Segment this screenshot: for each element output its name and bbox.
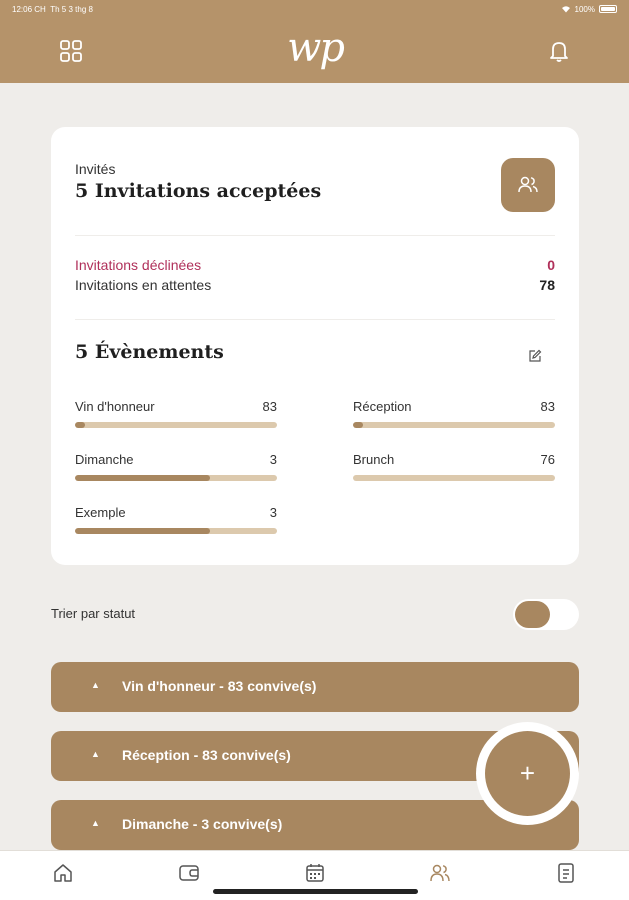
caret-up-icon: ▲ bbox=[91, 680, 100, 690]
sort-label: Trier par statut bbox=[51, 606, 136, 621]
guests-icon[interactable] bbox=[429, 862, 451, 884]
event-progress-track bbox=[353, 475, 555, 481]
pending-label: Invitations en attentes bbox=[75, 277, 212, 293]
app-logo: wp bbox=[287, 25, 343, 71]
add-fab-ring bbox=[476, 722, 579, 825]
event-item[interactable] bbox=[353, 399, 555, 429]
event-name: Dimanche bbox=[75, 452, 134, 467]
event-item[interactable] bbox=[353, 452, 555, 482]
event-name: Exemple bbox=[75, 505, 126, 520]
plus-icon: + bbox=[519, 758, 536, 788]
event-name: Réception bbox=[353, 399, 412, 414]
group-title: Vin d'honneur - 83 convive(s) bbox=[122, 678, 317, 694]
pending-value: 78 bbox=[539, 277, 555, 293]
wallet-icon[interactable] bbox=[178, 862, 200, 884]
battery-icon bbox=[599, 5, 617, 13]
list-icon[interactable] bbox=[555, 862, 577, 884]
sort-toggle[interactable] bbox=[513, 599, 579, 630]
event-name: Brunch bbox=[353, 452, 395, 467]
accepted-invitations: 5 Invitations acceptées bbox=[75, 180, 322, 202]
event-name: Vin d'honneur bbox=[75, 399, 155, 414]
event-progress-fill bbox=[353, 422, 363, 428]
event-progress-fill bbox=[75, 422, 85, 428]
event-count: 83 bbox=[262, 399, 277, 414]
event-progress-fill bbox=[75, 528, 210, 534]
event-count: 3 bbox=[269, 452, 277, 467]
event-progress-track bbox=[75, 422, 277, 428]
event-progress-fill bbox=[75, 475, 210, 481]
status-bar bbox=[0, 0, 629, 18]
event-progress-track bbox=[75, 528, 277, 534]
divider bbox=[75, 235, 555, 236]
group-title: Réception - 83 convive(s) bbox=[122, 747, 291, 763]
event-count: 83 bbox=[540, 399, 555, 414]
event-count: 76 bbox=[540, 452, 555, 467]
guests-button[interactable] bbox=[501, 158, 555, 212]
calendar-icon[interactable] bbox=[304, 862, 326, 884]
status-time: 12:06 CH Th 5 3 thg 8 bbox=[12, 4, 93, 14]
event-item[interactable] bbox=[75, 452, 277, 482]
event-item[interactable] bbox=[75, 399, 277, 429]
event-progress-track bbox=[353, 422, 555, 428]
home-indicator bbox=[213, 889, 418, 894]
event-progress-track bbox=[75, 475, 277, 481]
divider bbox=[75, 319, 555, 320]
bell-icon[interactable] bbox=[546, 38, 572, 64]
caret-up-icon: ▲ bbox=[91, 749, 100, 759]
group-title: Dimanche - 3 convive(s) bbox=[122, 816, 283, 832]
caret-up-icon: ▲ bbox=[91, 818, 100, 828]
guests-icon bbox=[516, 173, 540, 197]
battery-percent: 100% bbox=[574, 4, 595, 14]
summary-card bbox=[51, 127, 579, 565]
event-item[interactable] bbox=[75, 505, 277, 535]
wifi-icon bbox=[561, 5, 571, 13]
grid-menu-icon[interactable] bbox=[58, 38, 84, 64]
edit-icon[interactable] bbox=[528, 349, 542, 363]
events-title: 5 Évènements bbox=[75, 341, 224, 363]
declined-label: Invitations déclinées bbox=[75, 257, 202, 273]
app-header bbox=[0, 0, 629, 83]
toggle-knob bbox=[515, 601, 550, 628]
declined-value: 0 bbox=[547, 257, 555, 273]
home-icon[interactable] bbox=[52, 862, 74, 884]
guests-label: Invités bbox=[75, 161, 116, 177]
add-button[interactable] bbox=[485, 731, 570, 816]
event-count: 3 bbox=[269, 505, 277, 520]
group-accordion-vin-dhonneur[interactable] bbox=[51, 662, 579, 712]
